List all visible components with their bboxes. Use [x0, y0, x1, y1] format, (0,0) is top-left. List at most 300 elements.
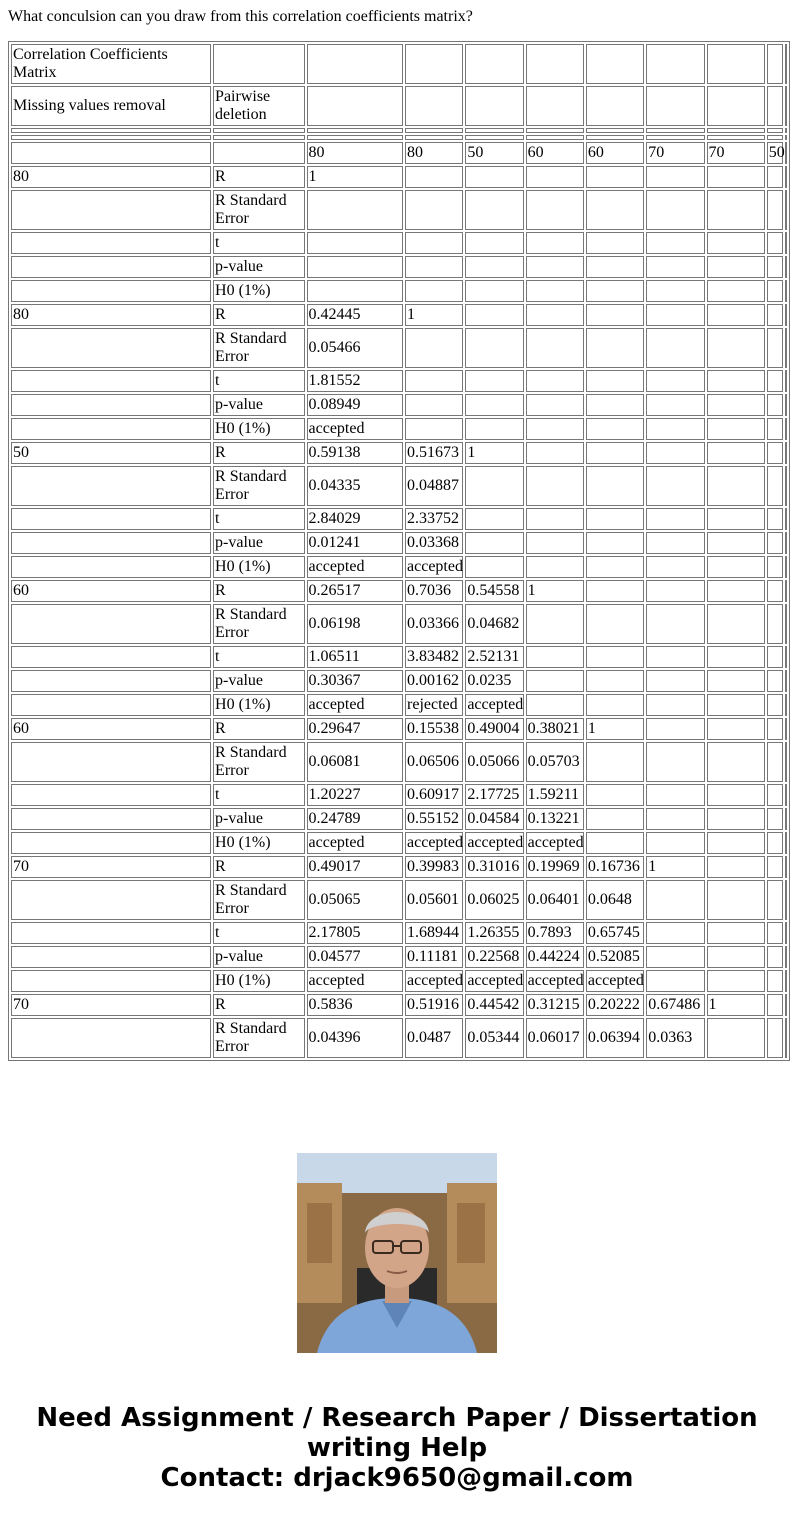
empty-cell [707, 556, 765, 578]
empty-cell [11, 880, 211, 920]
empty-cell [11, 532, 211, 554]
empty-cell [465, 508, 523, 530]
empty-cell [307, 256, 404, 278]
empty-cell [526, 190, 584, 230]
empty-cell [767, 190, 783, 230]
empty-cell [767, 994, 783, 1016]
stat-value: 0.22568 [465, 946, 523, 968]
empty-cell [526, 44, 584, 84]
stat-row [11, 280, 787, 302]
empty-cell [526, 256, 584, 278]
empty-cell [785, 280, 787, 302]
empty-cell [646, 742, 704, 782]
table-title: Correlation Coefficients Matrix [11, 44, 211, 84]
column-header: 70 [707, 142, 765, 164]
empty-cell [405, 86, 463, 126]
table-viewport [8, 41, 786, 1123]
empty-cell [646, 694, 704, 716]
row-variable: 80 [11, 166, 211, 188]
stat-value: 0.06025 [465, 880, 523, 920]
promo-line-1: Need Assignment / Research Paper / Dissertation [36, 1403, 758, 1433]
empty-cell [213, 142, 304, 164]
empty-cell [586, 466, 644, 506]
column-header-row [11, 142, 787, 164]
stat-label: R [213, 994, 304, 1016]
empty-cell [707, 946, 765, 968]
empty-cell [405, 256, 463, 278]
stat-value: 0.05703 [526, 742, 584, 782]
empty-cell [586, 280, 644, 302]
empty-cell [707, 922, 765, 944]
stat-row [11, 418, 787, 440]
empty-cell [11, 508, 211, 530]
stat-label: R Standard Error [213, 466, 304, 506]
empty-cell [767, 394, 783, 416]
empty-cell [767, 370, 783, 392]
stat-value: 0.13221 [526, 808, 584, 830]
empty-cell [307, 86, 404, 126]
empty-cell [405, 166, 463, 188]
empty-cell [526, 370, 584, 392]
empty-cell [646, 280, 704, 302]
empty-cell [11, 556, 211, 578]
stat-value: 2.33752 [405, 508, 463, 530]
empty-cell [785, 142, 787, 164]
stat-value: 0.65745 [586, 922, 644, 944]
empty-cell [785, 880, 787, 920]
stat-row [11, 784, 787, 806]
empty-cell [707, 784, 765, 806]
stat-value: 0.04887 [405, 466, 463, 506]
empty-cell [646, 232, 704, 254]
empty-cell [646, 442, 704, 464]
empty-cell [707, 742, 765, 782]
empty-cell [767, 86, 783, 126]
empty-cell [767, 232, 783, 254]
stat-row [11, 466, 787, 506]
stat-row [11, 190, 787, 230]
empty-cell [767, 646, 783, 668]
empty-cell [11, 232, 211, 254]
stat-label: t [213, 646, 304, 668]
empty-cell [785, 694, 787, 716]
stat-value: accepted [405, 832, 463, 854]
stat-value: 0.15538 [405, 718, 463, 740]
stat-value: 2.17725 [465, 784, 523, 806]
empty-cell [526, 280, 584, 302]
empty-cell [707, 86, 765, 126]
stat-label: R Standard Error [213, 604, 304, 644]
empty-cell [767, 466, 783, 506]
empty-cell [785, 86, 787, 126]
empty-cell [767, 304, 783, 326]
stat-value: accepted [307, 556, 404, 578]
empty-cell [11, 418, 211, 440]
empty-cell [707, 256, 765, 278]
stat-value: 0.54558 [465, 580, 523, 602]
stat-value: 0.42445 [307, 304, 404, 326]
stat-value: 0.03366 [405, 604, 463, 644]
stat-value: accepted [307, 418, 404, 440]
empty-cell [767, 44, 783, 84]
stat-row [11, 880, 787, 920]
stat-row [11, 328, 787, 368]
empty-cell [767, 580, 783, 602]
stat-row [11, 604, 787, 644]
stat-value: 0.67486 [646, 994, 704, 1016]
row-variable: 60 [11, 580, 211, 602]
empty-cell [707, 280, 765, 302]
column-header: 80 [307, 142, 404, 164]
empty-cell [526, 304, 584, 326]
stat-row [11, 256, 787, 278]
stat-value: 0.04577 [307, 946, 404, 968]
empty-cell [646, 808, 704, 830]
empty-cell [707, 880, 765, 920]
empty-cell [646, 128, 704, 133]
stat-row [11, 946, 787, 968]
empty-cell [11, 808, 211, 830]
stat-value: 0.19969 [526, 856, 584, 878]
empty-cell [586, 784, 644, 806]
empty-cell [785, 718, 787, 740]
empty-cell [646, 44, 704, 84]
stat-value: 0.16736 [586, 856, 644, 878]
column-header: 60 [526, 142, 584, 164]
empty-cell [646, 328, 704, 368]
empty-cell [707, 604, 765, 644]
stat-label: p-value [213, 808, 304, 830]
author-photo [297, 1153, 497, 1353]
stat-value: 1.68944 [405, 922, 463, 944]
stat-label: R Standard Error [213, 880, 304, 920]
empty-cell [586, 670, 644, 692]
stat-label: H0 (1%) [213, 556, 304, 578]
empty-cell [707, 44, 765, 84]
missing-values-label: Missing values removal [11, 86, 211, 126]
stat-value: 0.06081 [307, 742, 404, 782]
stat-label: H0 (1%) [213, 280, 304, 302]
stat-value: 0.52085 [586, 946, 644, 968]
empty-cell [707, 718, 765, 740]
empty-cell [465, 394, 523, 416]
stat-value: 0.05066 [465, 742, 523, 782]
empty-cell [465, 44, 523, 84]
empty-cell [646, 784, 704, 806]
empty-cell [646, 718, 704, 740]
stat-value: 0.04396 [307, 1018, 404, 1058]
empty-cell [526, 532, 584, 554]
empty-cell [785, 670, 787, 692]
stat-value: 0.39983 [405, 856, 463, 878]
empty-cell [707, 970, 765, 992]
empty-cell [586, 328, 644, 368]
empty-cell [707, 418, 765, 440]
empty-cell [707, 190, 765, 230]
stat-value: 0.38021 [526, 718, 584, 740]
stat-value: 0.06017 [526, 1018, 584, 1058]
empty-cell [526, 166, 584, 188]
empty-cell [767, 418, 783, 440]
empty-cell [526, 604, 584, 644]
empty-cell [646, 556, 704, 578]
stat-value: 0.08949 [307, 394, 404, 416]
empty-cell [785, 742, 787, 782]
stat-value: 0.49017 [307, 856, 404, 878]
stat-label: H0 (1%) [213, 694, 304, 716]
stat-row [11, 232, 787, 254]
empty-cell [11, 784, 211, 806]
stat-label: t [213, 784, 304, 806]
stat-label: R [213, 304, 304, 326]
stat-value: accepted [405, 556, 463, 578]
empty-cell [586, 808, 644, 830]
empty-cell [785, 856, 787, 878]
stat-value: 0.0363 [646, 1018, 704, 1058]
empty-cell [646, 190, 704, 230]
empty-cell [707, 694, 765, 716]
empty-cell [526, 442, 584, 464]
empty-cell [767, 694, 783, 716]
stat-value: accepted [586, 970, 644, 992]
empty-cell [767, 670, 783, 692]
empty-cell [11, 670, 211, 692]
empty-cell [11, 832, 211, 854]
stat-value: 0.04682 [465, 604, 523, 644]
stat-value: accepted [405, 970, 463, 992]
empty-cell [785, 994, 787, 1016]
empty-cell [707, 370, 765, 392]
stat-value: 1.20227 [307, 784, 404, 806]
stat-value: 0.30367 [307, 670, 404, 692]
empty-cell [707, 304, 765, 326]
stat-label: R Standard Error [213, 742, 304, 782]
empty-cell [405, 128, 463, 133]
row-variable: 60 [11, 718, 211, 740]
stat-value: 1 [646, 856, 704, 878]
empty-cell [767, 970, 783, 992]
stat-value: 2.17805 [307, 922, 404, 944]
empty-cell [307, 190, 404, 230]
stat-value: 1 [405, 304, 463, 326]
empty-cell [785, 190, 787, 230]
empty-cell [405, 135, 463, 140]
empty-cell [465, 532, 523, 554]
empty-cell [526, 418, 584, 440]
empty-cell [646, 304, 704, 326]
stat-value: 0.49004 [465, 718, 523, 740]
empty-cell [785, 44, 787, 84]
stat-row [11, 304, 787, 326]
empty-cell [785, 304, 787, 326]
missing-values-method: Pairwise deletion [213, 86, 304, 126]
row-variable: 70 [11, 856, 211, 878]
empty-cell [405, 280, 463, 302]
empty-cell [707, 808, 765, 830]
stat-value: 0.05344 [465, 1018, 523, 1058]
stat-value: 0.06394 [586, 1018, 644, 1058]
empty-cell [785, 418, 787, 440]
stat-label: H0 (1%) [213, 832, 304, 854]
empty-cell [767, 328, 783, 368]
stat-label: R Standard Error [213, 328, 304, 368]
empty-cell [785, 256, 787, 278]
empty-cell [586, 135, 644, 140]
stat-value: 0.01241 [307, 532, 404, 554]
empty-cell [785, 128, 787, 133]
stat-label: t [213, 370, 304, 392]
empty-cell [465, 466, 523, 506]
empty-cell [785, 808, 787, 830]
stat-label: H0 (1%) [213, 970, 304, 992]
empty-cell [785, 580, 787, 602]
stat-label: p-value [213, 946, 304, 968]
empty-cell [11, 922, 211, 944]
empty-cell [586, 304, 644, 326]
stat-value: 0.51916 [405, 994, 463, 1016]
stat-label: t [213, 922, 304, 944]
empty-cell [465, 128, 523, 133]
stat-value: 1.06511 [307, 646, 404, 668]
empty-cell [707, 1018, 765, 1058]
stat-value: 1 [586, 718, 644, 740]
empty-cell [707, 166, 765, 188]
empty-cell [767, 880, 783, 920]
stat-row [11, 370, 787, 392]
stat-row [11, 970, 787, 992]
stat-value: 0.06506 [405, 742, 463, 782]
empty-cell [586, 128, 644, 133]
empty-cell [767, 604, 783, 644]
stat-row [11, 922, 787, 944]
empty-cell [767, 532, 783, 554]
empty-cell [405, 232, 463, 254]
empty-cell [707, 466, 765, 506]
empty-cell [586, 442, 644, 464]
empty-cell [646, 946, 704, 968]
empty-cell [213, 44, 304, 84]
stat-label: p-value [213, 394, 304, 416]
stat-row [11, 832, 787, 854]
stat-row [11, 1018, 787, 1058]
stat-value: 2.52131 [465, 646, 523, 668]
empty-cell [767, 128, 783, 133]
empty-cell [767, 718, 783, 740]
empty-cell [767, 508, 783, 530]
stat-row [11, 670, 787, 692]
empty-cell [526, 128, 584, 133]
stat-value: 0.44224 [526, 946, 584, 968]
column-header: 50 [465, 142, 523, 164]
empty-cell [785, 166, 787, 188]
empty-cell [307, 232, 404, 254]
stat-label: R [213, 580, 304, 602]
stat-row [11, 646, 787, 668]
empty-cell [405, 44, 463, 84]
empty-cell [707, 328, 765, 368]
empty-cell [767, 808, 783, 830]
empty-cell [465, 418, 523, 440]
empty-cell [465, 190, 523, 230]
stat-value: 0.59138 [307, 442, 404, 464]
promo-banner [0, 1403, 794, 1493]
stat-value: 0.31016 [465, 856, 523, 878]
stat-value: 0.31215 [526, 994, 584, 1016]
stat-label: R Standard Error [213, 190, 304, 230]
question-text: What conculsion can you draw from this correlation coefficients matrix? [8, 8, 473, 25]
empty-cell [11, 394, 211, 416]
stat-value: 0.04584 [465, 808, 523, 830]
stat-value: 0.29647 [307, 718, 404, 740]
empty-cell [11, 370, 211, 392]
stat-value: 0.60917 [405, 784, 463, 806]
empty-cell [767, 1018, 783, 1058]
empty-cell [526, 232, 584, 254]
empty-cell [307, 135, 404, 140]
stat-row [11, 556, 787, 578]
stat-value: 0.05065 [307, 880, 404, 920]
empty-cell [307, 128, 404, 133]
empty-cell [767, 135, 783, 140]
empty-cell [11, 742, 211, 782]
column-header: 80 [405, 142, 463, 164]
empty-cell [785, 832, 787, 854]
empty-cell [785, 466, 787, 506]
empty-cell [707, 135, 765, 140]
correlation-matrix-table [8, 41, 790, 1061]
empty-cell [646, 466, 704, 506]
empty-cell [11, 466, 211, 506]
empty-cell [465, 256, 523, 278]
stat-value: 1 [707, 994, 765, 1016]
stat-row [11, 742, 787, 782]
stat-value: 0.51673 [405, 442, 463, 464]
stat-value: accepted [465, 694, 523, 716]
empty-cell [11, 190, 211, 230]
stat-row [11, 808, 787, 830]
column-header: 70 [646, 142, 704, 164]
stat-row [11, 694, 787, 716]
empty-cell [785, 394, 787, 416]
title-row [11, 44, 787, 84]
empty-cell [646, 508, 704, 530]
empty-cell [767, 556, 783, 578]
empty-cell [465, 135, 523, 140]
empty-cell [465, 370, 523, 392]
empty-cell [646, 580, 704, 602]
empty-cell [707, 670, 765, 692]
empty-cell [526, 135, 584, 140]
stat-value: 0.24789 [307, 808, 404, 830]
empty-cell [465, 166, 523, 188]
stat-label: R [213, 856, 304, 878]
stat-value: 0.5836 [307, 994, 404, 1016]
stat-row [11, 994, 787, 1016]
empty-cell [586, 232, 644, 254]
empty-cell [646, 86, 704, 126]
stat-label: p-value [213, 532, 304, 554]
stat-row [11, 394, 787, 416]
empty-cell [526, 86, 584, 126]
empty-cell [213, 135, 304, 140]
empty-cell [646, 922, 704, 944]
empty-cell [785, 442, 787, 464]
empty-cell [11, 1018, 211, 1058]
stat-row [11, 718, 787, 740]
empty-cell [586, 190, 644, 230]
empty-cell [213, 128, 304, 133]
empty-cell [586, 742, 644, 782]
